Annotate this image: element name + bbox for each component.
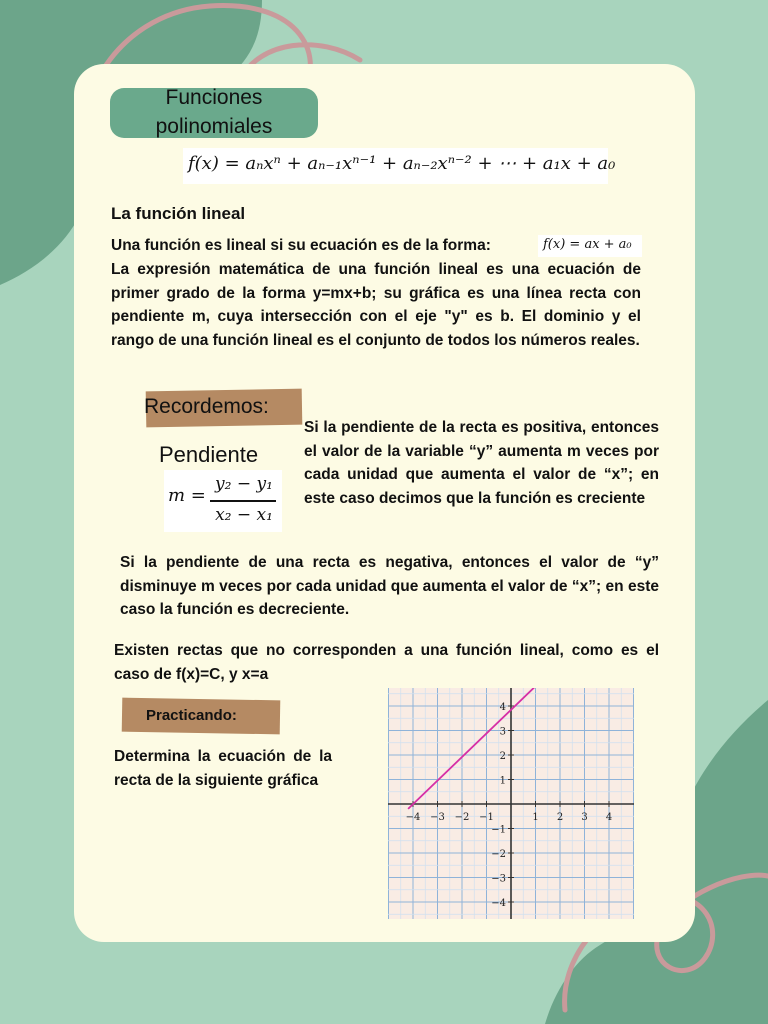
x-tick-label: 1 — [532, 812, 539, 823]
page-title — [110, 83, 318, 141]
polynomial-formula: f(x) = aₙxⁿ + aₙ₋₁xⁿ⁻¹ + aₙ₋₂xⁿ⁻² + ⋯ + a₁x + a₀ — [188, 153, 616, 174]
y-tick-label: 2 — [499, 751, 506, 762]
x-tick-label: 2 — [556, 812, 564, 823]
practicando-task: Determina la ecuación de la recta de la siguiente gráfica — [114, 748, 332, 789]
linear-graph — [388, 688, 634, 919]
x-tick-label: 4 — [605, 812, 613, 823]
slope-formula-numerator: y₂ − y₁ — [215, 474, 273, 494]
x-tick-label: −3 — [430, 812, 445, 823]
slope-formula-denominator: x₂ − x₁ — [215, 505, 273, 525]
y-tick-label: 4 — [499, 702, 506, 713]
lineal-form-formula: f(x) = ax + a₀ — [543, 237, 632, 252]
recordemos-label: Recordemos: — [144, 395, 269, 418]
x-tick-label: −1 — [479, 812, 494, 823]
slope-fraction-bar — [210, 500, 276, 502]
pendiente-title: Pendiente — [159, 442, 259, 467]
x-tick-label: −4 — [405, 812, 421, 823]
x-tick-label: −2 — [454, 812, 470, 823]
y-tick-label: 1 — [499, 775, 506, 787]
graph-svg — [388, 688, 634, 919]
y-tick-label: −2 — [491, 849, 506, 860]
x-tick-label: 3 — [581, 812, 588, 823]
negative-slope-text: Si la pendiente de una recta es negativa, entonces el valor de “y” disminuye m veces por cada unidad que aumenta el valor de “x”; en este caso la función es decreciente. — [120, 554, 659, 618]
title-line-2: polinomiales — [155, 115, 273, 138]
lineal-paragraph: La expresión matemática de una función lineal es una ecuación de primer grado de la forma y=mx+b; su gráfica es una línea recta con pendiente m, cuya intersección con el eje "y" es b. El dominio y el rango de una función lineal es el conjunto de todos los números reales. — [111, 261, 641, 349]
y-tick-label: −3 — [491, 873, 506, 885]
existen-text: Existen rectas que no corresponden a una función lineal, como es el caso de f(x)=C, y x=a — [114, 642, 659, 683]
lineal-heading: La función lineal — [111, 204, 246, 223]
practicando-label: Practicando: — [146, 707, 237, 724]
slope-formula-lhs: m = — [168, 485, 206, 506]
title-line-1: Funciones — [165, 86, 263, 109]
lineal-intro: Una función es lineal si su ecuación es de la forma: — [111, 237, 491, 254]
y-tick-label: −4 — [491, 898, 506, 909]
y-tick-label: −1 — [491, 824, 506, 836]
positive-slope-text: Si la pendiente de la recta es positiva, entonces el valor de la variable “y” aumenta m veces por cada unidad que aumenta el valor de “x”; en este caso decimos que la función es creciente — [304, 419, 659, 507]
y-tick-label: 3 — [499, 726, 506, 738]
